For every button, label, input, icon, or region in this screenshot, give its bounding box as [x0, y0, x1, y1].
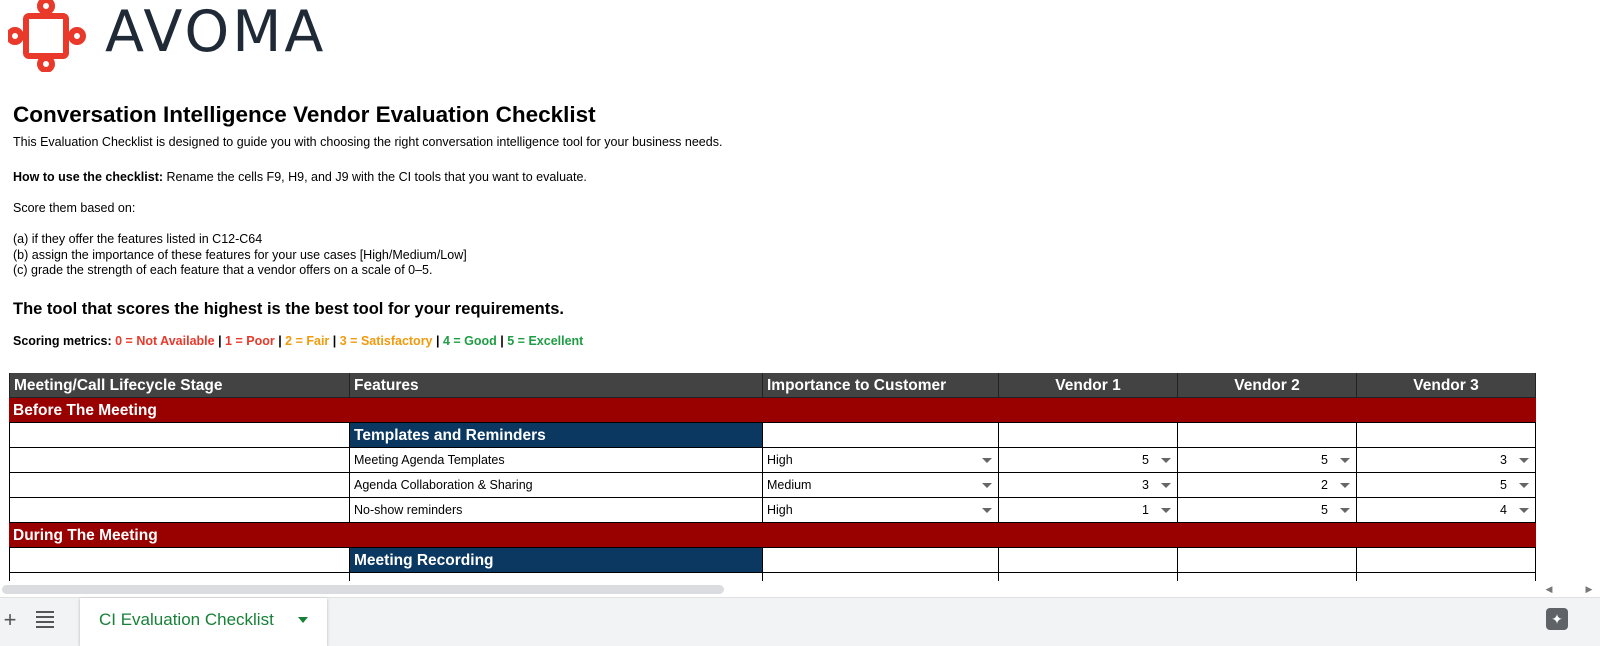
score-value: 1	[1142, 503, 1149, 517]
avoma-logo	[8, 0, 348, 72]
horizontal-scrollbar[interactable]	[0, 582, 1540, 596]
explore-icon[interactable]: ✦	[1546, 608, 1568, 630]
table-cell[interactable]	[9, 498, 350, 523]
howto-line	[13, 169, 587, 185]
table-cell[interactable]	[1357, 423, 1536, 448]
header-features[interactable]: Features	[350, 373, 763, 398]
vendor-1-score-dropdown[interactable]	[999, 473, 1178, 498]
dropdown-arrow-icon[interactable]	[1519, 508, 1529, 513]
table-cell[interactable]	[763, 548, 999, 573]
dropdown-arrow-icon[interactable]	[1519, 483, 1529, 488]
category-row	[9, 423, 1536, 448]
dropdown-arrow-icon[interactable]	[1161, 483, 1171, 488]
metric-5: 5 = Excellent	[507, 334, 584, 348]
score-value: 4	[1500, 503, 1507, 517]
table-cell[interactable]	[999, 548, 1178, 573]
importance-dropdown[interactable]	[763, 448, 999, 473]
sheet-tab-label: CI Evaluation Checklist	[99, 610, 274, 629]
table-cell[interactable]	[9, 573, 350, 581]
all-sheets-menu-icon[interactable]	[34, 608, 56, 632]
metric-separator: |	[274, 334, 286, 348]
score-value: 2	[1321, 478, 1328, 492]
table-row	[9, 473, 1536, 498]
metrics-label: Scoring metrics:	[13, 334, 112, 348]
table-cell[interactable]	[1178, 423, 1357, 448]
importance-value: High	[767, 503, 793, 517]
feature-cell[interactable]: Meeting Agenda Templates	[350, 448, 763, 473]
vendor-2-score-dropdown[interactable]	[1178, 473, 1357, 498]
metric-1: 1 = Poor	[225, 334, 275, 348]
sheet-tab-ci-evaluation[interactable]	[80, 598, 327, 646]
metric-0: 0 = Not Available	[115, 334, 215, 348]
dropdown-arrow-icon[interactable]	[1340, 508, 1350, 513]
header-stage[interactable]: Meeting/Call Lifecycle Stage	[9, 373, 350, 398]
avoma-logo-mark-icon	[8, 0, 88, 72]
stage-row-during[interactable]: During The Meeting	[9, 523, 1536, 548]
score-intro: Score them based on:	[13, 201, 136, 215]
step-b: (b) assign the importance of these features for your use cases [High/Medium/Low]	[13, 248, 467, 262]
table-cell[interactable]	[9, 423, 350, 448]
dropdown-arrow-icon[interactable]	[1161, 458, 1171, 463]
metric-3: 3 = Satisfactory	[339, 334, 433, 348]
table-cell[interactable]	[9, 473, 350, 498]
vendor-1-score-dropdown[interactable]	[999, 498, 1178, 523]
score-value: 5	[1321, 453, 1328, 467]
header-vendor-2[interactable]: Vendor 2	[1178, 373, 1357, 398]
intro-text: This Evaluation Checklist is designed to guide you with choosing the right conversation intelligence tool for your business needs.	[13, 135, 723, 149]
score-value: 3	[1500, 453, 1507, 467]
metric-4: 4 = Good	[442, 334, 497, 348]
table-cell[interactable]	[350, 573, 763, 581]
dropdown-arrow-icon[interactable]	[1340, 458, 1350, 463]
scroll-right-icon[interactable]: ▶	[1585, 584, 1593, 594]
vendor-3-score-dropdown[interactable]	[1357, 498, 1536, 523]
howto-text: Rename the cells F9, H9, and J9 with the CI tools that you want to evaluate.	[163, 170, 587, 184]
scroll-left-icon[interactable]: ◀	[1545, 584, 1553, 594]
header-vendor-1[interactable]: Vendor 1	[999, 373, 1178, 398]
metric-separator: |	[496, 334, 508, 348]
feature-cell[interactable]: No-show reminders	[350, 498, 763, 523]
table-row	[9, 448, 1536, 473]
importance-dropdown[interactable]	[763, 473, 999, 498]
importance-dropdown[interactable]	[763, 498, 999, 523]
dropdown-arrow-icon[interactable]	[1161, 508, 1171, 513]
category-meeting-recording[interactable]: Meeting Recording	[350, 548, 763, 573]
metric-separator: |	[329, 334, 340, 348]
header-importance[interactable]: Importance to Customer	[763, 373, 999, 398]
vendor-3-score-dropdown[interactable]	[1357, 448, 1536, 473]
importance-value: High	[767, 453, 793, 467]
table-cell[interactable]	[999, 573, 1178, 581]
avoma-wordmark: AVOMA	[105, 0, 327, 65]
table-cell[interactable]	[1178, 573, 1357, 581]
dropdown-arrow-icon[interactable]	[982, 508, 992, 513]
metric-2: 2 = Fair	[285, 334, 330, 348]
score-value: 3	[1142, 478, 1149, 492]
evaluation-table	[9, 373, 1536, 581]
table-cell[interactable]	[9, 448, 350, 473]
headline: The tool that scores the highest is the best tool for your requirements.	[13, 300, 564, 318]
step-c: (c) grade the strength of each feature that a vendor offers on a scale of 0–5.	[13, 263, 433, 277]
table-cell[interactable]	[1357, 573, 1536, 581]
stage-row-before[interactable]: Before The Meeting	[9, 398, 1536, 423]
sheet-tab-bar	[0, 597, 1600, 646]
dropdown-arrow-icon[interactable]	[1519, 458, 1529, 463]
page-title: Conversation Intelligence Vendor Evaluation Checklist	[13, 102, 596, 127]
header-vendor-3[interactable]: Vendor 3	[1357, 373, 1536, 398]
add-sheet-icon[interactable]: +	[3, 607, 17, 632]
table-cell[interactable]	[999, 423, 1178, 448]
vendor-1-score-dropdown[interactable]	[999, 448, 1178, 473]
dropdown-arrow-icon[interactable]	[1340, 483, 1350, 488]
score-value: 5	[1142, 453, 1149, 467]
table-row	[9, 573, 1536, 581]
table-cell[interactable]	[763, 423, 999, 448]
feature-cell[interactable]: Agenda Collaboration & Sharing	[350, 473, 763, 498]
table-cell[interactable]	[9, 548, 350, 573]
step-a: (a) if they offer the features listed in C12-C64	[13, 232, 263, 246]
table-row	[9, 498, 1536, 523]
dropdown-arrow-icon[interactable]	[982, 483, 992, 488]
importance-value: Medium	[767, 478, 812, 492]
vendor-3-score-dropdown[interactable]	[1357, 473, 1536, 498]
category-templates-reminders[interactable]: Templates and Reminders	[350, 423, 763, 448]
metric-separator: |	[432, 334, 443, 348]
category-row	[9, 548, 1536, 573]
scoring-metrics	[13, 333, 583, 349]
score-value: 5	[1500, 478, 1507, 492]
howto-label: How to use the checklist:	[13, 170, 164, 184]
table-cell[interactable]	[763, 573, 999, 581]
vendor-2-score-dropdown[interactable]	[1178, 498, 1357, 523]
table-header-row	[9, 373, 1536, 398]
dropdown-arrow-icon[interactable]	[982, 458, 992, 463]
score-value: 5	[1321, 503, 1328, 517]
vendor-2-score-dropdown[interactable]	[1178, 448, 1357, 473]
table-cell[interactable]	[1178, 548, 1357, 573]
table-cell[interactable]	[1357, 548, 1536, 573]
scrollbar-thumb[interactable]	[2, 585, 724, 594]
sheet-tab-dropdown-icon[interactable]	[298, 617, 308, 623]
metric-separator: |	[214, 334, 226, 348]
